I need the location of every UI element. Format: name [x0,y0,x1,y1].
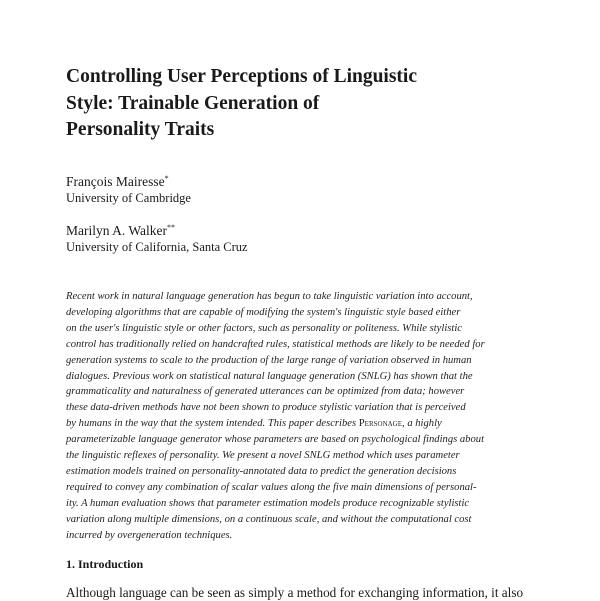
abstract-line: incurred by overgeneration techniques. [66,529,233,541]
author-affiliation: University of Cambridge [66,191,191,205]
abstract-line: grammaticality and naturalness of generated utterances can be optimized from data; however [66,386,465,398]
abstract-line: by humans in the way that the system intended. This paper describes Personage, a highly [66,418,442,430]
abstract [66,289,540,544]
title-line-3: Personality Traits [66,119,215,140]
abstract-line: control has traditionally relied on handcrafted rules, statistical methods are likely to be needed for [66,338,485,350]
abstract-line: required to convey any combination of scalar values along the five main dimensions of personal- [66,481,477,493]
abstract-line: variation along multiple dimensions, on a continuous scale, and without the computational cost [66,513,472,525]
abstract-line: parameterizable language generator whose parameters are based on psychological findings about [66,434,485,446]
author-name: Marilyn A. Walker** [66,223,176,238]
paper-title [66,64,506,144]
system-name: Personage [358,418,403,430]
author-name: François Mairesse* [66,174,169,189]
abstract-line: dialogues. Previous work on statistical natural language generation (SNLG) has shown that the [66,370,473,382]
abstract-line: these data-driven methods have not been shown to produce stylistic variation that is perceived [66,402,466,414]
abstract-line: generation systems to scale to the production of the large range of variation observed in human [66,354,472,366]
author-block-1 [66,170,191,207]
abstract-line: ity. A human evaluation shows that parameter estimation models produce recognizable stylistic [66,497,470,509]
title-line-1: Controlling User Perceptions of Linguistic [66,66,417,87]
abstract-line: estimation models trained on personality-annotated data to predict the generation decisions [66,465,457,477]
author-block-2 [66,219,248,256]
author-affiliation: University of California, Santa Cruz [66,240,248,254]
title-line-2: Style: Trainable Generation of [66,92,320,114]
abstract-line: on the user's linguistic style or other factors, such as personality or politeness. While stylistic [66,322,462,334]
abstract-line: the linguistic reflexes of personality. We present a novel SNLG method which uses parameter [66,450,460,462]
abstract-line: developing algorithms that are capable of modifying the system's linguistic style based either [66,306,461,318]
section-heading: 1. Introduction [66,557,144,571]
abstract-line: Recent work in natural language generation has begun to take linguistic variation into account, [66,291,473,302]
body-text-line: Although language can be seen as simply a method for exchanging information, it also [66,585,524,600]
